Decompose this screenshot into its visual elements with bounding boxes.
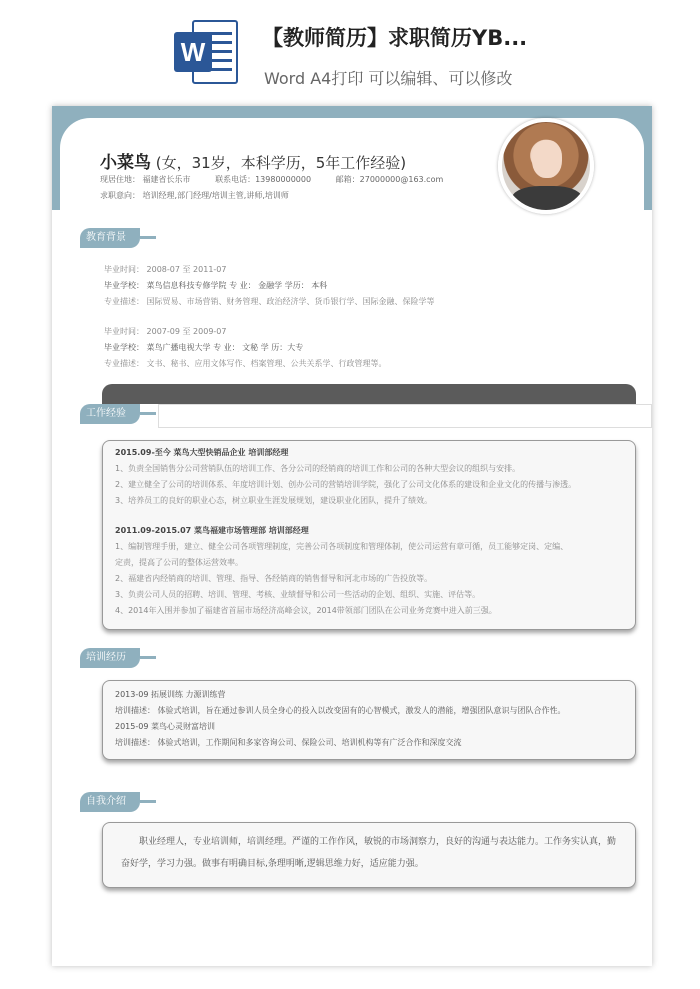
edu-2-school: 毕业学校： 菜鸟广播电视大学 专 业： 文秘 学 历：大专 — [104, 343, 304, 352]
section-tab-self: 自我介绍 — [80, 792, 140, 812]
document-title: 【教师简历】求职简历YB... — [262, 26, 528, 50]
document-header — [0, 0, 700, 100]
email-text: 邮箱：27000000@163.com — [335, 175, 444, 184]
job-intention: 求职意向： 培训经理,部门经理/培训主管,讲师,培训师 — [100, 191, 289, 200]
tab-divider — [140, 412, 156, 415]
training-2-title: 2015-09 菜鸟心灵财富培训 — [115, 722, 215, 731]
work-1-item: 3、培养员工的良好的职业心态，树立职业生涯发展规划，建设职业化团队，提升了绩效。 — [115, 496, 433, 505]
document-subtitle: Word A4打印 可以编辑、可以修改 — [264, 69, 513, 88]
profile-photo — [498, 118, 594, 214]
work-header-bar — [102, 384, 636, 404]
word-letter-tile: W — [174, 32, 212, 72]
word-document-icon — [174, 20, 240, 86]
edu-1-time: 毕业时间： 2008-07 至 2011-07 — [104, 265, 227, 274]
work-header-card — [158, 404, 652, 428]
self-intro-text: 职业经理人，专业培训师，培训经理。严谨的工作作风，敏锐的市场洞察力，良好的沟通与表达能力。工作务实认真，勤奋好学，学习力强。做事有明确目标,条理明晰,逻辑思维力好，适应能力强。 — [121, 837, 617, 869]
work-2-item: 定责，提高了公司的整体运营效率。 — [115, 558, 243, 567]
work-1-header: 2015.09-至今 菜鸟大型快销品企业 培训部经理 — [115, 448, 289, 457]
resume-page — [52, 106, 652, 966]
work-2-item: 4、2014年入围并参加了福建省首届市场经济高峰会议，2014带领部门团队在公司业务竞赛中进入前三强。 — [115, 606, 497, 615]
tab-divider — [140, 800, 156, 803]
section-tab-training: 培训经历 — [80, 648, 140, 668]
phone-text: 联系电话：13980000000 — [215, 175, 312, 184]
work-2-item: 2、福建省内经销商的培训、管理、指导、各经销商的销售督导和河北市场的广告投放等。 — [115, 574, 433, 583]
training-1-desc: 培训描述： 体验式培训，旨在通过参训人员全身心的投入以改变固有的心智模式，激发人的潜能，增强团队意识与团队合作性。 — [115, 706, 566, 715]
residence-text: 现居住地： 福建省长乐市 — [100, 175, 191, 184]
self-intro-box — [102, 822, 636, 888]
work-1-item: 2、建立健全了公司的培训体系、年度培训计划、创办公司的营销培训学院，强化了公司文化体系的建设和企业文化的传播与渗透。 — [115, 480, 577, 489]
edu-2-desc: 专业描述： 文书、秘书、应用文体写作、档案管理、公共关系学、行政管理等。 — [104, 359, 387, 368]
name-line — [100, 148, 406, 173]
photo-face-shape — [532, 140, 562, 178]
work-2-item: 1、编制管理手册，建立、健全公司各项管理制度，完善公司各项制度和管理体制，使公司运营有章可循，员工能够定岗、定编、 — [115, 542, 569, 551]
edu-1-school: 毕业学校： 菜鸟信息科技专修学院 专 业： 金融学 学历： 本科 — [104, 281, 328, 290]
training-box — [102, 680, 636, 760]
candidate-summary: (女，31岁，本科学历，5年工作经验) — [155, 154, 407, 172]
work-experience-box — [102, 440, 636, 630]
edu-1-desc: 专业描述： 国际贸易、市场营销、财务管理、政治经济学、货币银行学、国际金融、保险学等 — [104, 297, 435, 306]
section-tab-work: 工作经验 — [80, 404, 140, 424]
edu-2-time: 毕业时间： 2007-09 至 2009-07 — [104, 327, 227, 336]
work-1-item: 1、负责全国销售分公司营销队伍的培训工作、各分公司的经销商的培训工作和公司的各种大型会议的组织与安排。 — [115, 464, 521, 473]
work-2-item: 3、负责公司人员的招聘、培训、管理、考核、业绩督导和公司一些活动的企划、组织、实施、评估等。 — [115, 590, 481, 599]
photo-shirt-shape — [512, 186, 582, 214]
training-1-title: 2013-09 拓展训练 力源训练营 — [115, 690, 226, 699]
tab-divider — [140, 236, 156, 239]
section-tab-education: 教育背景 — [80, 228, 140, 248]
work-2-header: 2011.09-2015.07 菜鸟福建市场管理部 培训部经理 — [115, 526, 309, 535]
candidate-name: 小菜鸟 — [100, 153, 151, 173]
training-2-desc: 培训描述： 体验式培训，工作期间和多家咨询公司、保险公司、培训机构等有广泛合作和深度交流 — [115, 738, 462, 747]
contact-row — [100, 174, 443, 185]
tab-divider — [140, 656, 156, 659]
